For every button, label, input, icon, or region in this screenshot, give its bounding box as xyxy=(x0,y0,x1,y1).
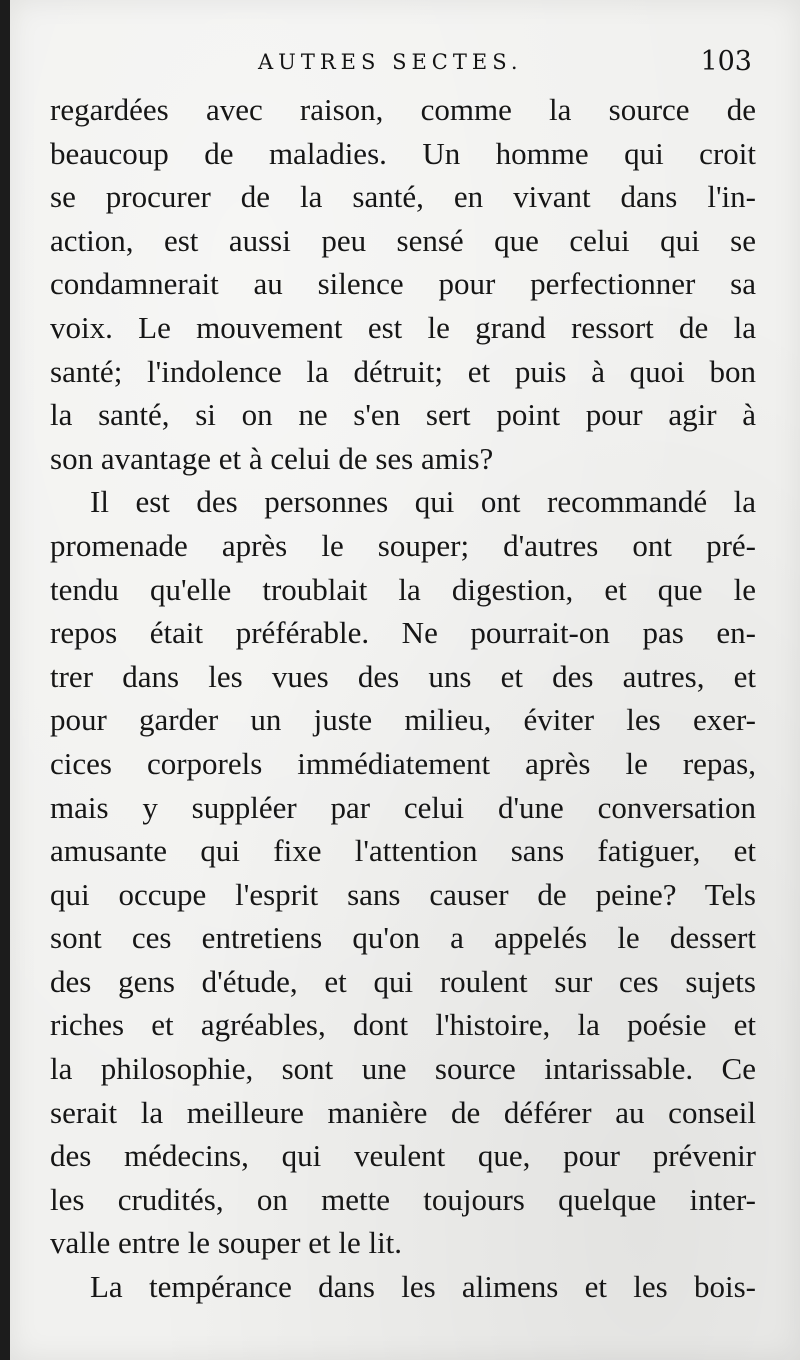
text-line: trer dans les vues des uns et des autres, et xyxy=(50,658,756,694)
text-line: la philosophie, sont une source intarissable. Ce xyxy=(50,1051,756,1087)
text-line: beaucoup de maladies. Un homme qui croit xyxy=(50,135,756,171)
paragraph-2 xyxy=(50,480,756,1265)
text-line: condamnerait au silence pour perfectionner sa xyxy=(50,266,756,302)
text-line: qui occupe l'esprit sans causer de peine? Tels xyxy=(50,876,756,912)
text-line: riches et agréables, dont l'histoire, la poésie et xyxy=(50,1007,756,1043)
book-page xyxy=(10,0,800,1360)
text-line: pour garder un juste milieu, éviter les exer- xyxy=(50,702,756,738)
text-line: des médecins, qui veulent que, pour prévenir xyxy=(50,1138,756,1174)
text-line: promenade après le souper; d'autres ont pré- xyxy=(50,527,756,563)
text-line: les crudités, on mette toujours quelque inter- xyxy=(50,1181,756,1217)
running-title: AUTRES SECTES. xyxy=(258,50,523,74)
paragraph-3 xyxy=(50,1265,756,1309)
text-line: regardées avec raison, comme la source de xyxy=(50,92,756,127)
text-line: repos était préférable. Ne pourrait-on pas en- xyxy=(50,615,756,651)
text-line: la santé, si on ne s'en sert point pour agir à xyxy=(50,397,756,433)
text-line: se procurer de la santé, en vivant dans l'in- xyxy=(50,179,756,215)
text-line: voix. Le mouvement est le grand ressort de la xyxy=(50,309,756,345)
text-line: cices corporels immédiatement après le repas, xyxy=(50,745,756,781)
text-line: Il est des personnes qui ont recommandé la xyxy=(90,484,756,520)
body-text xyxy=(50,88,756,1309)
paragraph-1 xyxy=(50,88,756,480)
text-line: des gens d'étude, et qui roulent sur ces sujets xyxy=(50,963,756,999)
text-line: La tempérance dans les alimens et les bois- xyxy=(90,1269,756,1305)
text-line: son avantage et à celui de ses amis? xyxy=(50,440,494,476)
page-number: 103 xyxy=(700,46,752,77)
running-head xyxy=(50,48,752,82)
text-line: mais y suppléer par celui d'une conversation xyxy=(50,789,756,825)
text-line: sont ces entretiens qu'on a appelés le dessert xyxy=(50,920,756,956)
text-line: santé; l'indolence la détruit; et puis à quoi bon xyxy=(50,353,756,389)
text-line: serait la meilleure manière de déférer au conseil xyxy=(50,1094,756,1130)
text-line: valle entre le souper et le lit. xyxy=(50,1225,403,1261)
text-line: amusante qui fixe l'attention sans fatiguer, et xyxy=(50,833,756,869)
text-line: action, est aussi peu sensé que celui qui se xyxy=(50,222,756,258)
text-line: tendu qu'elle troublait la digestion, et que le xyxy=(50,571,756,607)
